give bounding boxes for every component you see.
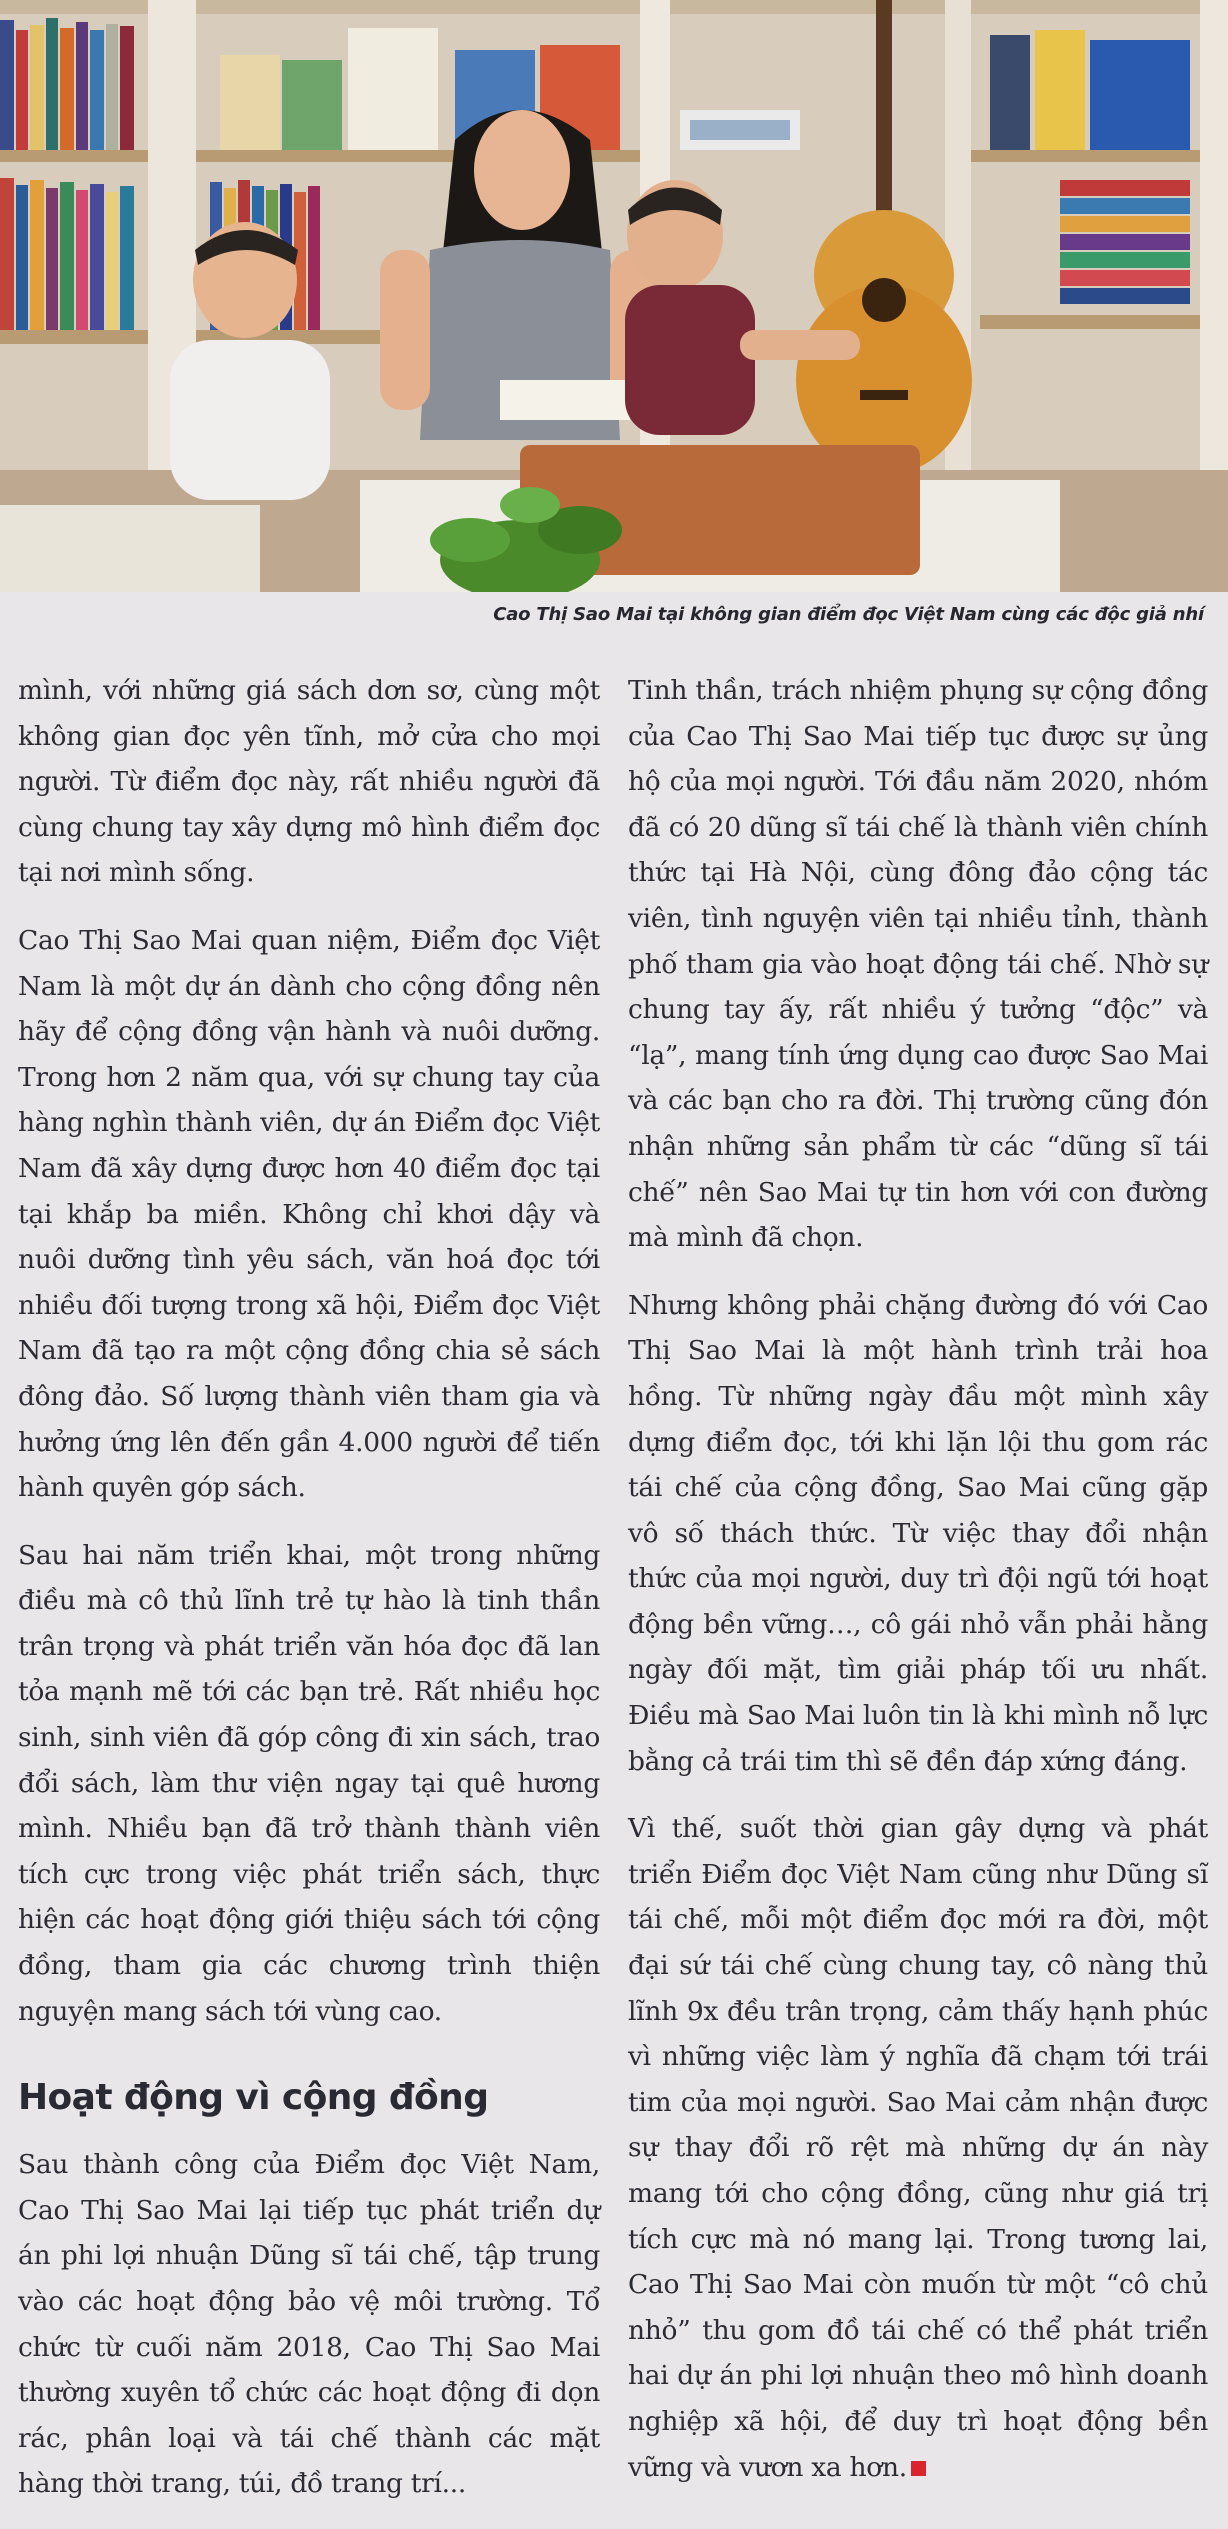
- paragraph-final: [628, 1806, 1208, 2490]
- paragraph: Cao Thị Sao Mai quan niệm, Điểm đọc Việt Nam là một dự án dành cho cộng đồng nên hãy để cộng đồng vận hành và nuôi dưỡng. Trong hơn 2 năm qua, với sự chung tay của hàng nghìn thành viên, dự án Điểm đọc Việt Nam đã xây dựng được hơn 40 điểm đọc tại tại khắp ba miền. Không chỉ khơi dậy và nuôi dưỡng tình yêu sách, văn hoá đọc tới nhiều đối tượng trong xã hội, Điểm đọc Việt Nam đã tạo ra một cộng đồng chia sẻ sách đông đảo. Số lượng thành viên tham gia và hưởng ứng lên đến gần 4.000 người để tiến hành quyên góp sách.: [18, 924, 600, 1504]
- paragraph-final-text: Vì thế, suốt thời gian gây dựng và phát triển Điểm đọc Việt Nam cũng như Dũng sĩ tái chế, mỗi một điểm đọc mới ra đời, một đại sứ tái chế cùng chung tay, cô nàng thủ lĩnh 9x đều trân trọng, cảm thấy hạnh phúc vì những việc làm ý nghĩa đã chạm tới trái tim của mọi người. Sao Mai cảm nhận được sự thay đổi rõ rệt mà những dự án này mang tới cho cộng đồng, cũng như giá trị tích cực mà nó mang lại. Trong tương lai, Cao Thị Sao Mai còn muốn từ một “cô chủ nhỏ” thu gom đồ tái chế có thể phát triển hai dự án phi lợi nhuận theo mô hình doanh nghiệp xã hội, để duy trì hoạt động bền vững và vươn xa hơn.: [628, 1813, 1208, 2483]
- paragraph: Sau hai năm triển khai, một trong những điều mà cô thủ lĩnh trẻ tự hào là tinh thần trân trọng và phát triển văn hóa đọc đã lan tỏa mạnh mẽ tới các bạn trẻ. Rất nhiều học sinh, sinh viên đã góp công đi xin sách, trao đổi sách, làm thư viện ngay tại quê hương mình. Nhiều bạn đã trở thành thành viên tích cực trong việc phát triển sách, thực hiện các hoạt động giới thiệu sách tới cộng đồng, tham gia các chương trình thiện nguyện mang sách tới vùng cao.: [18, 1539, 600, 2027]
- photo-caption: Cao Thị Sao Mai tại không gian điểm đọc Việt Nam cùng các độc giả nhí: [493, 604, 1204, 625]
- paragraph: mình, với những giá sách dơn sơ, cùng một không gian đọc yên tĩnh, mở cửa cho mọi người. Từ điểm đọc này, rất nhiều người đã cùng chung tay xây dựng mô hình điểm đọc tại nơi mình sống.: [18, 675, 600, 889]
- article-photo: [0, 0, 1228, 592]
- right-column: [628, 668, 1208, 2512]
- end-of-article-mark: [911, 2461, 926, 2476]
- photo-illustration: [0, 0, 1228, 592]
- paragraph: Sau thành công của Điểm đọc Việt Nam, Cao Thị Sao Mai lại tiếp tục phát triển dự án phi lợi nhuận Dũng sĩ tái chế, tập trung vào các hoạt động bảo vệ môi trường. Tổ chức từ cuối năm 2018, Cao Thị Sao Mai thường xuyên tổ chức các hoạt động đi dọn rác, phân loại và tái chế thành các mặt hàng thời trang, túi, đồ trang trí...: [18, 2149, 600, 2500]
- paragraph: Nhưng không phải chặng đường đó với Cao Thị Sao Mai là một hành trình trải hoa hồng. Từ những ngày đầu một mình xây dựng điểm đọc, tới khi lặn lội thu gom rác tái chế của cộng đồng, Sao Mai cũng gặp vô số thách thức. Từ việc thay đổi nhận thức của mọi người, duy trì đội ngũ tới hoạt động bền vững…, cô gái nhỏ vẫn phải hằng ngày đối mặt, tìm giải pháp tối ưu nhất. Điều mà Sao Mai luôn tin là khi mình nỗ lực bằng cả trái tim thì sẽ đền đáp xứng đáng.: [628, 1289, 1208, 1777]
- left-column: [18, 668, 600, 2529]
- paragraph: Tinh thần, trách nhiệm phụng sự cộng đồng của Cao Thị Sao Mai tiếp tục được sự ủng hộ của mọi người. Tới đầu năm 2020, nhóm đã có 20 dũng sĩ tái chế là thành viên chính thức tại Hà Nội, cùng đông đảo cộng tác viên, tình nguyện viên tại nhiều tỉnh, thành phố tham gia vào hoạt động tái chế. Nhờ sự chung tay ấy, rất nhiều ý tưởng “độc” và “lạ”, mang tính ứng dụng cao được Sao Mai và các bạn cho ra đời. Thị trường cũng đón nhận những sản phẩm từ các “dũng sĩ tái chế” nên Sao Mai tự tin hơn với con đường mà mình đã chọn.: [628, 675, 1208, 1254]
- section-heading: Hoạt động vì cộng đồng: [18, 2077, 489, 2119]
